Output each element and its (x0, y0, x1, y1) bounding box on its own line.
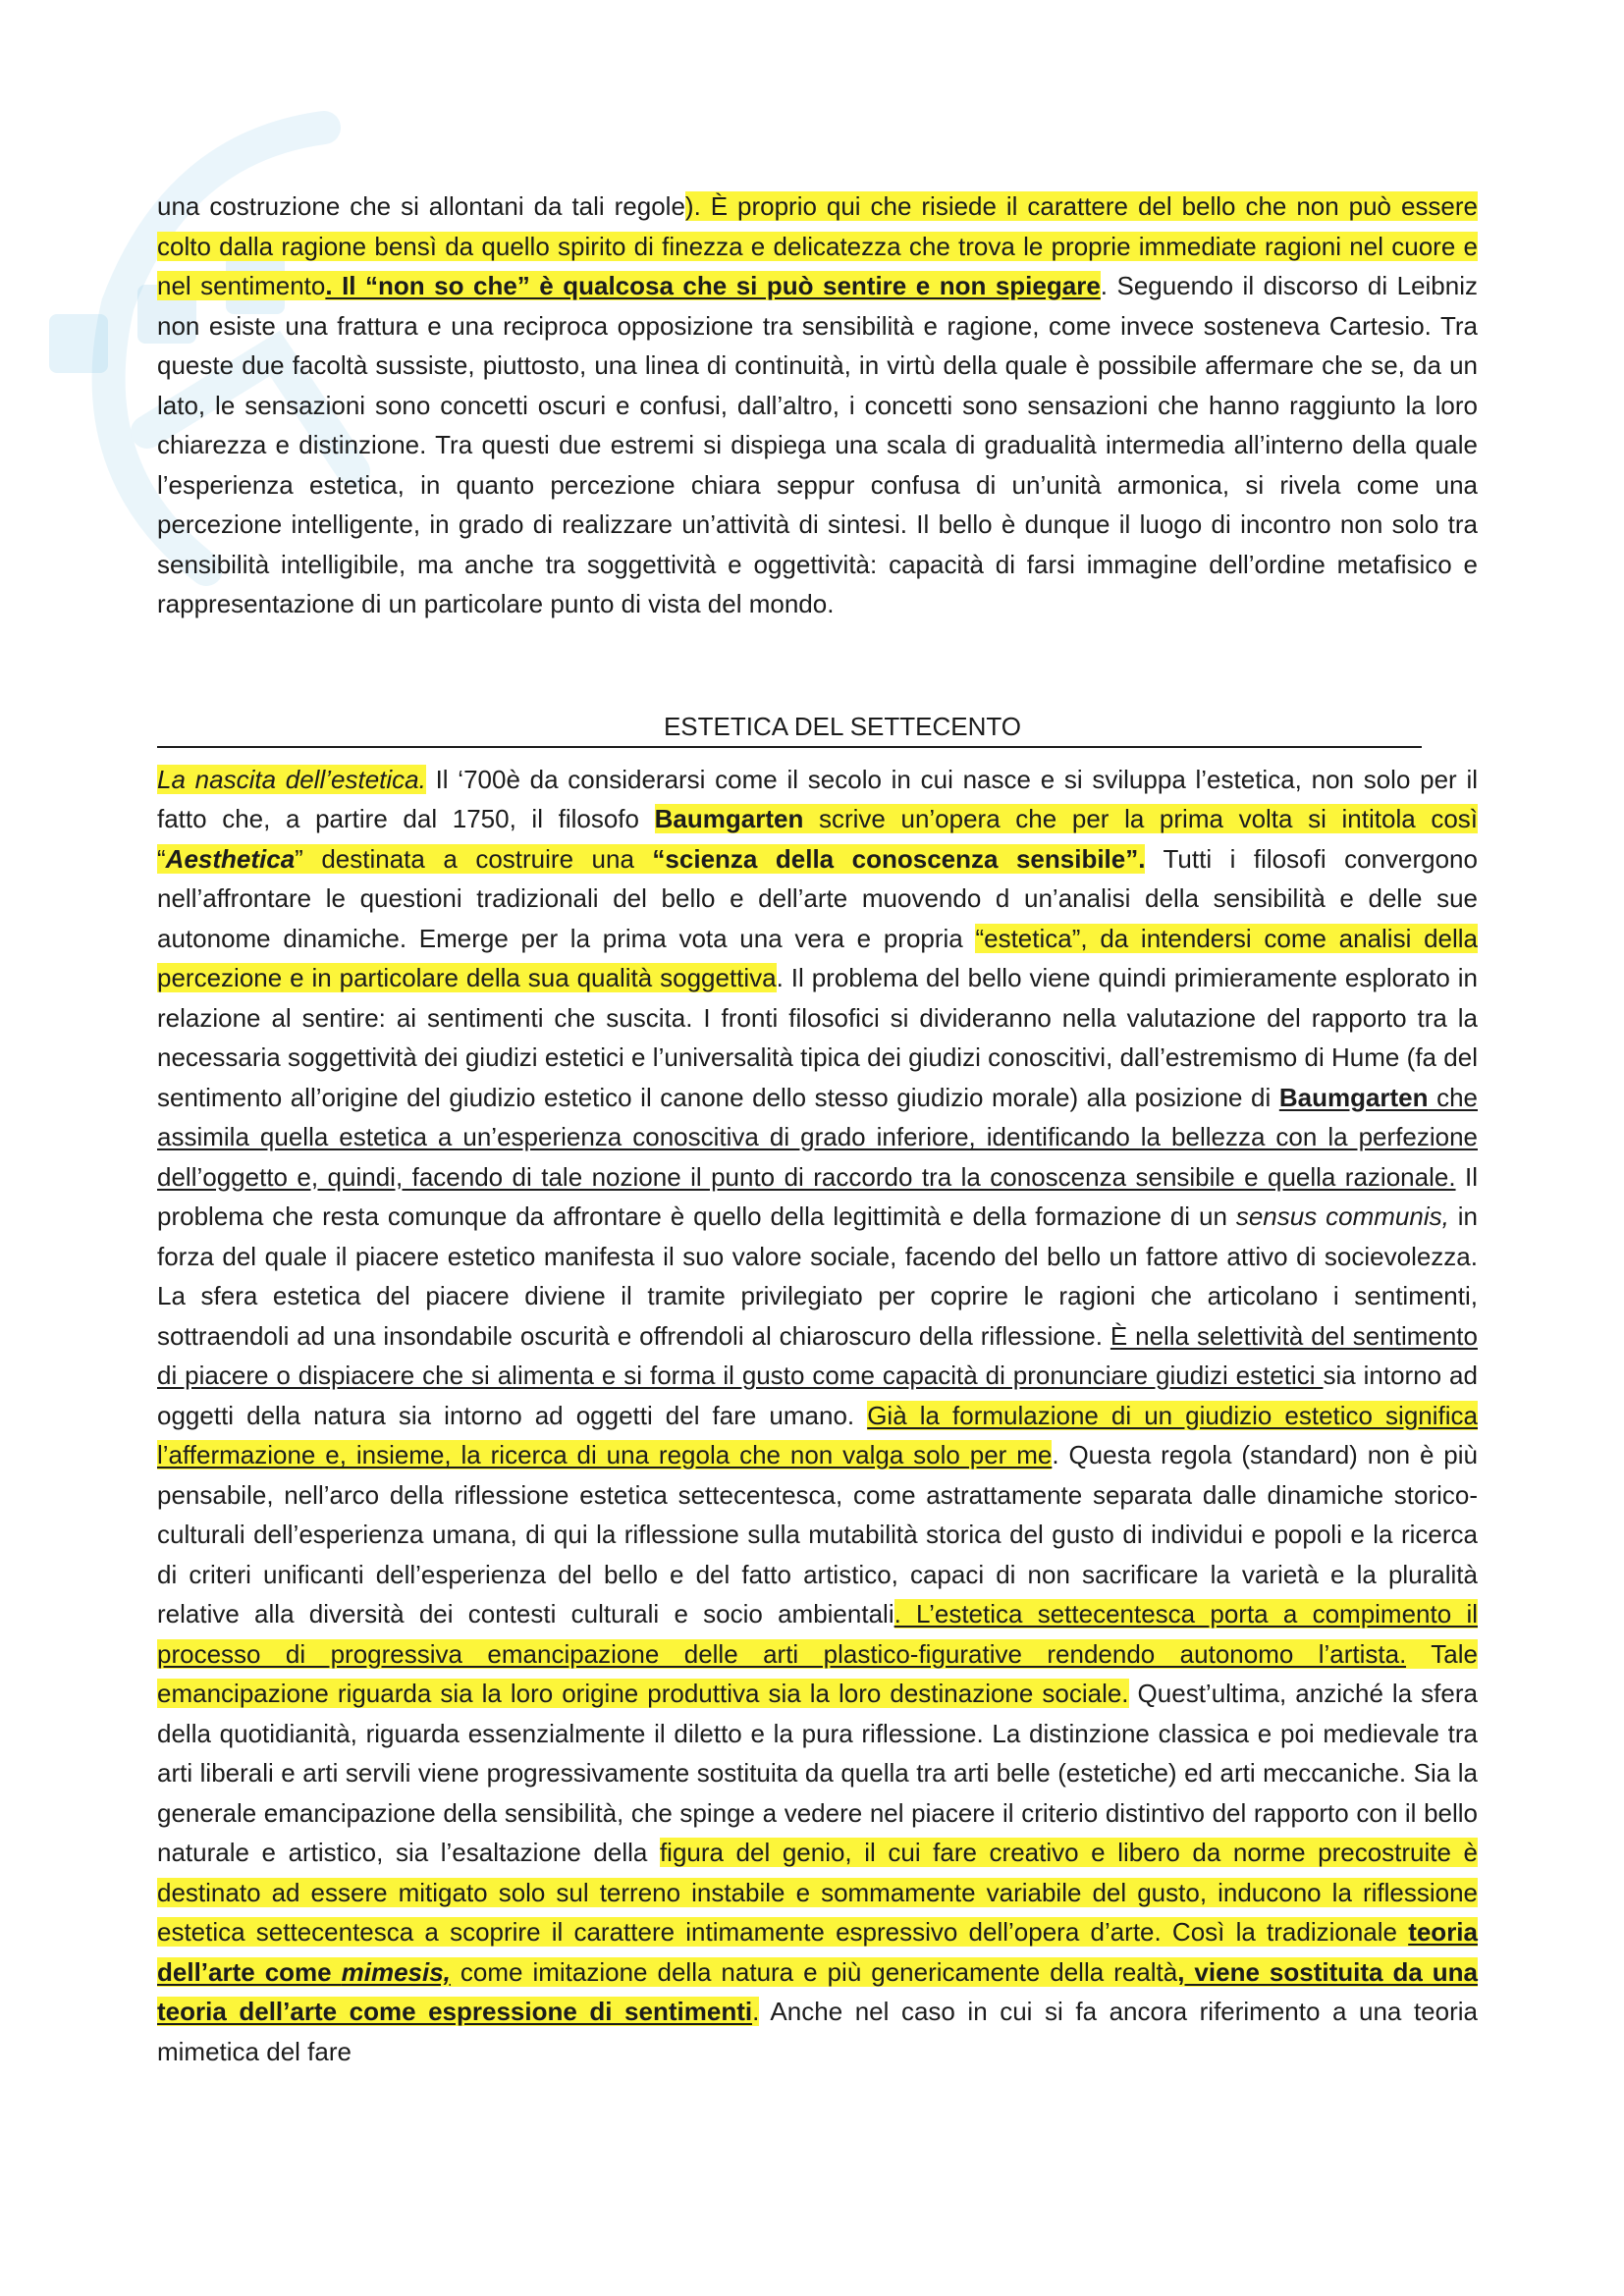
highlight-text: figura del genio, il cui fare creativo e libero da norme precostruite è destinato ad essere mitigato solo sul terreno instabile e sommamente variabile del gusto, inducono la riflessione estetica settecentesca a scoprire il carattere intimamente espressivo dell’opera d’arte. Così la tradizionale (157, 1838, 1478, 1947)
text-run: . Seguendo il discorso di Leibniz non esiste una frattura e una reciproca opposizione tra sensibilità e ragione, come invece sosteneva Cartesio. Tra queste due facoltà sussiste, piuttosto, una linea di continuità, in virtù della quale è possibile affermare che se, da un lato, le sensazioni sono concetti oscuri e confusi, dall’altro, i concetti sono sensazioni che hanno raggiunto la loro chiarezza e distinzione. Tra questi due estremi si dispiega una scala di gradualità intermedia all’interno della quale l’esperienza estetica, in quanto percezione chiara seppur confusa di un’unità armonica, si rivela come una percezione intelligente, in grado di realizzare un’attività di sintesi. Il bello è dunque il luogo di incontro non solo tra sensibilità intelligibile, ma anche tra soggettività e oggettività: capacità di farsi immagine dell’ordine metafisico e rappresentazione di un particolare punto di vista del mondo. (157, 271, 1478, 618)
highlight-text: ). È proprio qui che risiede il carattere del bello che non può essere colto dalla ragione bensì da quello spirito di finezza e delicatezza che trova le proprie immediate ragioni nel cuore e nel sentimento (157, 191, 1478, 300)
text-run: Il ‘700è da considerarsi come il secolo in cui nasce e si sviluppa l’estetica, non solo per il fatto che, a partire dal 1750, il filosofo (157, 764, 1478, 833)
text-run: Tutti i filosofi convergono nell’affrontare le questioni tradizionali del bello e dell’arte muovendo d un’analisi della sensibilità e delle sue autonome dinamiche. Emerge per la prima vota una vera e propria (157, 843, 1478, 953)
highlight-text: . (752, 1997, 760, 2026)
section-heading: ESTETICA DEL SETTECENTO (663, 711, 1022, 741)
document-page (157, 187, 1478, 2071)
paragraph-leibniz (157, 187, 1478, 624)
paragraph-estetica (157, 760, 1478, 2072)
highlight-bold-text: “scienza della conoscenza sensibile”. (652, 843, 1146, 874)
highlight-text: ” destinata a costruire una (295, 843, 653, 874)
text-run: . Il problema del bello viene quindi primieramente esplorato in relazione al sentire: ai sentimenti che suscita. I fronti filosofici si divideranno nella valutazione del rapporto tra la necessaria soggettività dei giudizi estetici e l’universalità tipica dei giudizi conoscitivi, dall’estremismo di Hume (fa del sentimento all’origine del giudizio estetico il canone dello stesso giudizio morale) alla posizione di (157, 963, 1479, 1112)
text-run: Anche nel caso in cui si fa ancora riferimento a una teoria mimetica del fare (157, 1997, 1478, 2066)
highlight-underline-bold-text: . Il “non so che” è qualcosa che si può sentire e non spiegare (325, 271, 1101, 300)
text-run: una costruzione che si allontani da tali regole (157, 191, 685, 221)
underline-bold-text: Baumgarten (1278, 1082, 1429, 1112)
highlight-underline-bold-text: teoria dell’arte come (157, 1917, 1478, 1987)
highlight-bold-italic-text: Aesthetica (165, 843, 296, 874)
highlight-underline-bold-text: , viene sostituita da una teoria dell’arte come espressione di sentimenti (157, 1956, 1479, 2026)
highlight-text: “estetica”, da intendersi come analisi della percezione e in particolare della sua qualità soggettiva (157, 923, 1478, 992)
highlight-underline-text: . L’estetica settecentesca porta a compimento il processo di progressiva emancipazione delle arti plastico-figurative rendendo autonomo l’artista. (157, 1599, 1478, 1669)
text-run: Quest’ultima, anziché la sfera della quotidianità, riguarda essenzialmente il diletto e la pura riflessione. La distinzione classica e poi medievale tra arti liberali e arti servili viene progressivamente sostituita da quella tra arti belle (estetiche) ed arti meccaniche. Sia la generale emancipazione della sensibilità, che spinge a vedere nel piacere il criterio distintivo del rapporto con il bello naturale e artistico, sia l’esaltazione della (157, 1679, 1478, 1867)
underline-text: È nella selettività del sentimento di piacere o dispiacere che si alimenta e si forma il gusto come capacità di pronunciare giudizi estetici (157, 1320, 1478, 1390)
italic-text: sensus communis, (1235, 1201, 1449, 1231)
text-run: . Questa regola (standard) non è più pensabile, nell’arco della riflessione estetica settecentesca, come astrattamente separata dalle dinamiche storico-culturali dell’esperienza umana, di qui la riflessione sulla mutabilità storica del gusto di individui e popoli e la ricerca di criteri unificanti dell’esperienza del bello e del fatto artistico, capaci di non sacrificare la varietà e la pluralità relative alla diversità dei contesti culturali e socio ambientali (157, 1440, 1478, 1629)
highlight-text: come imitazione della natura e più genericamente della realtà (450, 1956, 1178, 1987)
text-run: in forza del quale il piacere estetico manifesta il suo valore sociale, facendo del bello un fattore attivo di socievolezza. La sfera estetica del piacere diviene il tramite privilegiato per coprire le ragioni che articolano i sentimenti, sottraendoli ad una insondabile oscurità e offrendoli al chiaroscuro della riflessione. (157, 1201, 1478, 1351)
highlight-italic-text: La nascita dell’estetica. (157, 764, 426, 794)
text-run: sia intorno ad oggetti della natura sia intorno ad oggetti del fare umano. (157, 1361, 1478, 1430)
underline-text: che assimila quella estetica a un’esperienza conoscitiva di grado inferiore, identificando la bellezza con la perfezione dell’oggetto e, quindi, facendo di tale nozione il punto di raccordo tra la conoscenza sensibile e quella razionale. (157, 1082, 1478, 1192)
highlight-underline-text: Già la formulazione di un giudizio estetico significa l’affermazione e, insieme, la ricerca di una regola che non valga solo per me (157, 1400, 1478, 1469)
highlight-text: Tale emancipazione riguarda sia la loro origine produttiva sia la loro destinazione sociale. (157, 1638, 1478, 1708)
text-run: Il problema che resta comunque da affrontare è quello della legittimità e della formazione di un (157, 1161, 1478, 1231)
highlight-bold-text: Baumgarten (654, 804, 804, 833)
highlight-underline-bold-italic-text: mimesis, (341, 1956, 451, 1987)
section-heading-rule (157, 707, 1422, 748)
highlight-text: scrive un’opera che per la prima volta si intitola così “ (157, 804, 1478, 874)
